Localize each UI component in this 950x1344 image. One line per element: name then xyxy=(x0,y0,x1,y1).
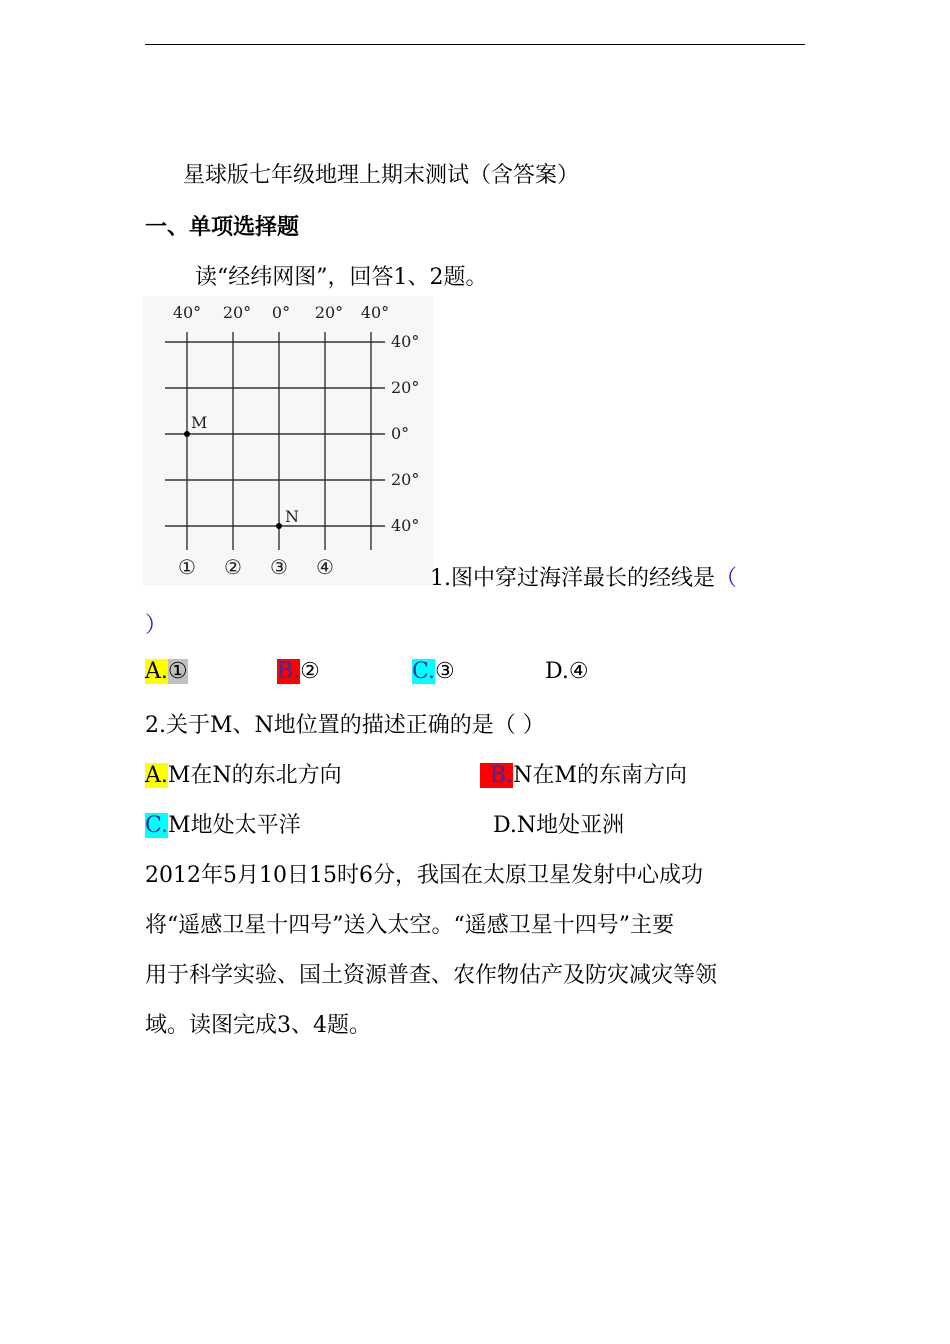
q1-option-d-text: ④ xyxy=(568,659,589,684)
lat-long-grid-figure xyxy=(143,296,433,586)
point-m-marker xyxy=(184,431,190,437)
q1-option-b xyxy=(277,659,320,684)
q1-option-c-key: C. xyxy=(412,659,436,684)
top-label: 40° xyxy=(360,303,390,322)
q1-option-a-key: A. xyxy=(145,659,168,684)
page-title: 星球版七年级地理上期末测试（含答案） xyxy=(183,163,580,188)
q2-option-a-key: A. xyxy=(145,763,168,788)
passage-line: 用于科学实验、国土资源普查、农作物估产及防灾减灾等领 xyxy=(145,963,718,988)
right-label: 40° xyxy=(391,516,420,535)
section-heading: 一、单项选择题 xyxy=(145,214,300,240)
q2-option-a xyxy=(145,758,342,789)
q2-option-d-key: D. xyxy=(493,813,517,838)
bottom-label: ④ xyxy=(316,555,334,579)
q2-option-a-text: M在N的东北方向 xyxy=(167,763,342,788)
q1-option-c-text: ③ xyxy=(435,659,455,684)
bottom-label: ② xyxy=(224,555,242,579)
q1-stem-text: 1.图中穿过海洋最长的经线是 xyxy=(430,566,715,591)
q2-option-d xyxy=(493,808,624,839)
q2-option-b-key: B. xyxy=(480,763,513,788)
passage-line: 2012年5月10日15时6分，我国在太原卫星发射中心成功 xyxy=(145,863,703,888)
top-label: 20° xyxy=(314,303,344,322)
header-rule xyxy=(145,44,805,45)
q2-option-b-text: N在M的东南方向 xyxy=(513,763,687,788)
right-label: 40° xyxy=(391,332,420,351)
point-n-label: N xyxy=(285,507,299,526)
q1-option-d-key: D. xyxy=(545,659,569,684)
bottom-label: ③ xyxy=(270,555,288,579)
q1-option-b-key: B. xyxy=(277,659,301,684)
q1-paren-close: ） xyxy=(145,613,168,638)
right-label: 20° xyxy=(391,378,420,397)
q1-option-c xyxy=(412,659,455,684)
q1-option-a-text: ① xyxy=(167,659,188,684)
top-label: 20° xyxy=(222,303,252,322)
question-intro: 读“经纬网图”，回答1、2题。 xyxy=(195,265,488,290)
q1-option-b-text: ② xyxy=(300,659,320,684)
q2-option-c xyxy=(145,808,301,839)
top-label: 40° xyxy=(172,303,202,322)
q1-stem xyxy=(430,561,737,592)
q2-option-b xyxy=(480,758,687,789)
point-m-label: M xyxy=(191,413,208,432)
passage-line: 域。读图完成3、4题。 xyxy=(145,1013,371,1038)
top-label: 0° xyxy=(271,303,291,322)
q2-option-c-key: C. xyxy=(145,813,169,838)
right-label: 20° xyxy=(391,470,420,489)
q2-option-d-text: N地处亚洲 xyxy=(516,813,625,838)
q1-paren-open: （ xyxy=(715,566,738,591)
bottom-label: ① xyxy=(178,555,196,579)
q2-stem: 2.关于M、N地位置的描述正确的是（ ） xyxy=(145,713,545,738)
grid-svg xyxy=(143,296,433,586)
right-label: 0° xyxy=(391,424,410,443)
q1-option-d xyxy=(545,659,589,684)
passage-line: 将“遥感卫星十四号”送入太空。“遥感卫星十四号”主要 xyxy=(145,913,674,938)
point-n-marker xyxy=(276,523,282,529)
q2-option-c-text: M地处太平洋 xyxy=(168,813,301,838)
q1-option-a xyxy=(145,659,188,684)
